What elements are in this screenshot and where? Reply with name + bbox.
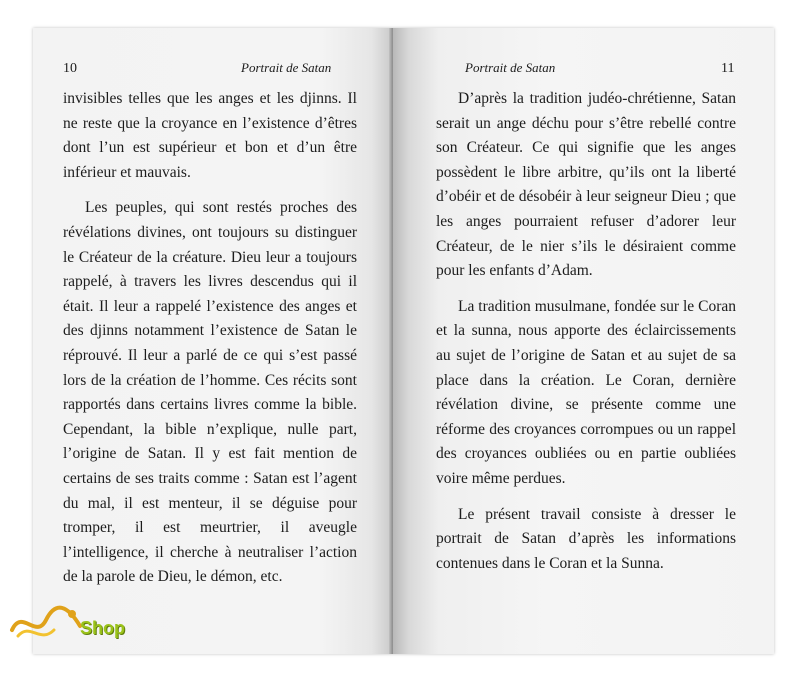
left-paragraph-1: invisibles telles que les anges et les djinns. Il ne reste que la croyance en l’existence d’êtres dont l’un est supérieur et bon et d’un être inférieur et mauvais. (63, 90, 357, 181)
left-paragraph-2: Les peuples, qui sont restés proches des révélations divines, ont toujours su distinguer le Créateur de la créature. Dieu leur a toujours rappelé, à travers les livres descendus qui il était. Il leur a rappelé l’existence des anges et des djinns notamment l’existence de Satan le réprouvé. Il leur a parlé de ce qui s’est passé lors de la création de l’homme. Ces récits sont rapportés dans certains livres comme la bible. Cependant, la bible n’explique, nulle part, l’origine de Satan. Il y est fait mention de certains de ses traits comme : Satan est l’agent du mal, il est menteur, il se déguise pour tromper, il est meurtrier, il aveugle l’intelligence, il cherche à neutraliser l’action de la parole de Dieu, le démon, etc. (63, 199, 357, 586)
right-paragraph-1: D’après la tradition judéo-chrétienne, Satan serait un ange déchu pour s’être rebellé contre son Créateur. Ce qui signifie que les anges possèdent le libre arbitre, qu’ils ont la liberté d’obéir et de désobéir à leur seigneur Dieu ; que les anges pourraient refuser d’adorer leur Créateur, de le nier s’ils le désiraient comme pour les enfants d’Adam. (436, 90, 736, 280)
right-page-folio: 11 (721, 61, 735, 76)
left-page (33, 28, 393, 654)
book-spread (33, 28, 774, 654)
shop-logo[interactable] (8, 600, 168, 650)
right-paragraph-2: La tradition musulmane, fondée sur le Coran et la sunna, nous apporte des éclaircissements au sujet de l’origine de Satan et au sujet de sa place dans la création. Le Coran, dernière révélation divine, se présente comme une réforme des croyances corrompues ou un rappel des croyances oubliées ou en partie oubliées voire même perdues. (436, 297, 736, 487)
right-paragraph-3: Le présent travail consiste à dresser le portrait de Satan d’après les informations contenues dans le Coran et la Sunna. (436, 505, 736, 572)
swirl-logo-icon (8, 600, 88, 650)
left-page-text (63, 87, 357, 601)
right-page (393, 28, 774, 654)
right-running-head: Portrait de Satan (465, 60, 556, 75)
left-running-head: Portrait de Satan (241, 60, 332, 75)
shop-logo-text: Shop (80, 618, 125, 638)
right-page-text (436, 87, 736, 587)
left-page-folio: 10 (63, 61, 77, 76)
